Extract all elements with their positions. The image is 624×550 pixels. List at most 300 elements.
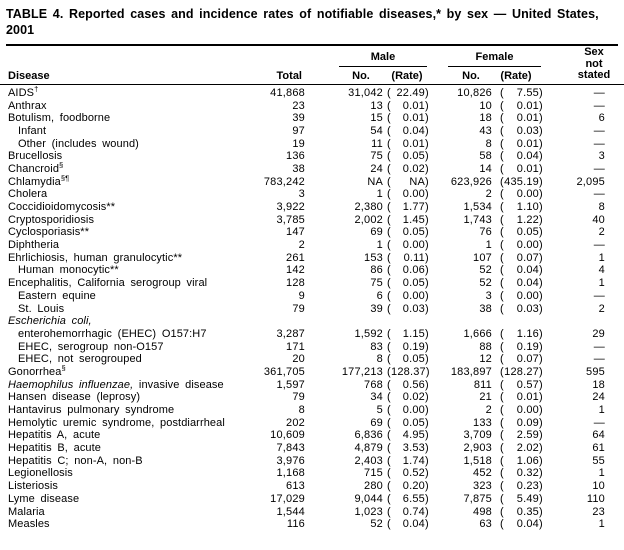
rate-open-paren: ( <box>500 492 504 505</box>
rate-open-paren: ( <box>500 505 504 518</box>
table-row <box>0 391 624 404</box>
sex-not-stated-cell: 1 <box>598 518 605 531</box>
female-rate-cell <box>500 201 543 213</box>
total-cell: 79 <box>292 302 305 315</box>
rate-open-paren: ( <box>500 213 504 226</box>
rate-value: 0.74 <box>402 505 425 518</box>
table-row <box>0 84 624 100</box>
sex-not-stated-cell: — <box>593 137 605 150</box>
male-no-cell: 52 <box>370 518 383 531</box>
rate-value: 0.01 <box>516 137 539 150</box>
total-cell: 17,029 <box>270 492 305 505</box>
disease-cell: Cryptosporidiosis <box>8 213 95 226</box>
male-rate-cell <box>387 252 429 264</box>
male-rate-cell <box>387 341 429 353</box>
rate-open-paren: ( <box>387 340 391 353</box>
rate-value: 6.55 <box>402 492 425 505</box>
rate-open-paren: ( <box>387 365 391 378</box>
rate-open-paren: ( <box>387 454 391 467</box>
rate-close-paren: ) <box>425 277 429 290</box>
rate-value: 1.77 <box>402 201 425 214</box>
disease-cell: Brucellosis <box>8 150 63 163</box>
rate-value: 0.32 <box>516 467 539 480</box>
table-row <box>0 150 624 163</box>
female-rate-cell <box>500 277 543 289</box>
male-rate-cell <box>387 518 429 530</box>
sex-not-stated-cell: 1 <box>598 251 605 264</box>
table-body <box>0 84 624 531</box>
column-group-female: Female <box>475 51 514 63</box>
female-rate-cell <box>500 518 543 530</box>
rate-close-paren: ) <box>425 391 429 404</box>
male-rate-cell <box>387 493 429 505</box>
rate-close-paren: ) <box>539 492 543 505</box>
male-no-cell: 5 <box>376 404 383 417</box>
rate-value: 1.10 <box>516 201 539 214</box>
rate-open-paren: ( <box>500 112 504 125</box>
female-no-cell: 8 <box>485 137 492 150</box>
rate-value: 435.19 <box>504 175 539 188</box>
female-no-cell: 3 <box>485 289 492 302</box>
table-title-line2: 2001 <box>6 23 35 37</box>
total-cell: 8 <box>298 404 305 417</box>
rate-open-paren: ( <box>387 404 391 417</box>
rate-open-paren: ( <box>387 213 391 226</box>
sex-not-stated-line2: not <box>585 57 603 70</box>
rate-close-paren: ) <box>539 327 543 340</box>
rate-open-paren: ( <box>500 289 504 302</box>
male-rate-cell <box>387 467 429 479</box>
male-no-cell: 2,403 <box>354 454 383 467</box>
table-row <box>0 239 624 252</box>
table-row <box>0 125 624 138</box>
rate-open-paren: ( <box>387 277 391 290</box>
footnote-marker: † <box>34 84 39 94</box>
footnote-marker: § <box>59 160 64 170</box>
rate-close-paren: ) <box>425 327 429 340</box>
female-no-cell: 12 <box>479 353 492 366</box>
rate-open-paren: ( <box>387 112 391 125</box>
table-row <box>0 416 624 429</box>
male-no-cell: 768 <box>364 378 383 391</box>
sex-not-stated-cell: 55 <box>592 454 605 467</box>
rate-close-paren: ) <box>425 454 429 467</box>
table-row <box>0 340 624 353</box>
disease-cell: Legionellosis <box>8 467 73 480</box>
rate-value: 0.05 <box>402 416 425 429</box>
rate-value: 4.95 <box>402 429 425 442</box>
total-cell: 3 <box>298 188 305 201</box>
table-row <box>0 363 624 379</box>
rate-open-paren: ( <box>500 467 504 480</box>
female-no-cell: 38 <box>479 302 492 315</box>
male-rate-cell <box>387 264 429 276</box>
rate-value: 0.05 <box>402 226 425 239</box>
rate-value: 0.01 <box>516 391 539 404</box>
table-row <box>0 137 624 150</box>
disease-cell: Measles <box>8 518 50 531</box>
disease-name-italic: Escherichia coli, <box>8 315 92 328</box>
male-rate-cell <box>387 429 429 441</box>
rate-value: 0.07 <box>516 251 539 264</box>
rate-open-paren: ( <box>387 239 391 252</box>
female-no-cell: 2 <box>485 404 492 417</box>
male-no-cell: 69 <box>370 416 383 429</box>
rate-close-paren: ) <box>539 289 543 302</box>
rate-open-paren: ( <box>387 251 391 264</box>
rate-close-paren: ) <box>425 416 429 429</box>
disease-cell: Other (includes wound) <box>18 137 139 150</box>
rate-open-paren: ( <box>387 289 391 302</box>
rate-value: 0.00 <box>516 404 539 417</box>
rate-close-paren: ) <box>425 289 429 302</box>
male-no-cell: 11 <box>371 137 383 150</box>
male-rate-cell <box>387 353 429 365</box>
rate-close-paren: ) <box>425 124 429 137</box>
male-no-cell: 4,879 <box>354 442 383 455</box>
total-cell: 261 <box>286 251 305 264</box>
table-row <box>0 160 624 176</box>
rate-open-paren: ( <box>500 454 504 467</box>
rate-value: 22.49 <box>396 86 425 99</box>
header-rule <box>0 84 624 85</box>
disease-cell: Infant <box>18 124 47 137</box>
rate-open-paren: ( <box>387 429 391 442</box>
disease-cell: Lyme disease <box>8 492 80 505</box>
rate-open-paren: ( <box>500 404 504 417</box>
male-rate-cell <box>387 480 429 492</box>
rate-value: NA <box>409 175 425 188</box>
male-rate-cell <box>387 417 429 429</box>
male-no-cell: 177,213 <box>341 365 383 378</box>
male-no-cell: 34 <box>370 391 383 404</box>
rate-value: 0.57 <box>516 378 539 391</box>
female-no-cell: 1,518 <box>463 454 492 467</box>
rate-value: 0.00 <box>402 188 425 201</box>
female-no-cell: 43 <box>479 124 492 137</box>
male-rate-cell <box>387 239 429 251</box>
rate-value: 0.03 <box>516 302 539 315</box>
table-row <box>0 404 624 417</box>
total-cell: 147 <box>286 226 305 239</box>
disease-cell: Haemophilus influenzae, invasive disease <box>8 378 224 391</box>
rate-value: 0.01 <box>516 99 539 112</box>
female-no-cell: 623,926 <box>450 175 492 188</box>
footnote-marker: § <box>61 363 66 373</box>
rate-value: 0.05 <box>402 353 425 366</box>
rate-open-paren: ( <box>387 467 391 480</box>
sex-not-stated-cell: — <box>593 340 605 353</box>
rate-value: 0.06 <box>402 264 425 277</box>
rate-close-paren: ) <box>425 112 429 125</box>
total-cell: 116 <box>286 518 305 531</box>
disease-cell: Botulism, foodborne <box>8 112 111 125</box>
rate-open-paren: ( <box>500 162 504 175</box>
male-rate-cell <box>387 214 429 226</box>
rate-close-paren: ) <box>425 188 429 201</box>
rate-close-paren: ) <box>539 353 543 366</box>
rate-close-paren: ) <box>539 86 543 99</box>
rate-close-paren: ) <box>425 365 430 378</box>
female-no-cell: 811 <box>473 378 492 391</box>
male-no-cell: 75 <box>370 150 383 163</box>
rate-value: 0.52 <box>402 467 425 480</box>
disease-cell: Cholera <box>8 188 48 201</box>
rate-value: 0.09 <box>516 416 539 429</box>
male-no-cell: 15 <box>370 112 383 125</box>
female-rate-cell <box>500 252 543 264</box>
table-header <box>0 46 624 84</box>
sex-not-stated-cell: 6 <box>598 112 605 125</box>
female-group-rule <box>448 66 541 67</box>
female-rate-cell <box>500 214 543 226</box>
rate-close-paren: ) <box>425 429 429 442</box>
sex-not-stated-cell: 1 <box>598 467 605 480</box>
female-rate-cell <box>500 163 543 175</box>
rate-close-paren: ) <box>539 162 543 175</box>
male-no-cell: 1 <box>376 188 383 201</box>
rate-value: 0.20 <box>402 480 425 493</box>
column-header-female-no: No. <box>462 70 480 82</box>
total-cell: 10,609 <box>270 429 305 442</box>
total-cell: 202 <box>286 416 305 429</box>
rate-value: 0.01 <box>402 112 425 125</box>
disease-cell: Chancroid§ <box>8 160 64 175</box>
rate-close-paren: ) <box>539 467 543 480</box>
female-rate-cell <box>500 138 543 150</box>
disease-cell: St. Louis <box>18 302 65 315</box>
female-no-cell: 183,897 <box>450 365 492 378</box>
male-no-cell: 54 <box>370 124 383 137</box>
rate-close-paren: ) <box>539 505 543 518</box>
total-cell: 142 <box>286 264 305 277</box>
disease-cell: EHEC, not serogrouped <box>18 353 142 366</box>
rate-value: 3.53 <box>402 442 425 455</box>
rate-open-paren: ( <box>387 264 391 277</box>
female-rate-cell <box>500 455 543 467</box>
sex-not-stated-cell: 4 <box>598 264 605 277</box>
rate-open-paren: ( <box>500 416 504 429</box>
rate-open-paren: ( <box>387 124 391 137</box>
rate-value: 0.11 <box>403 251 425 264</box>
rate-close-paren: ) <box>539 302 543 315</box>
table-row <box>0 175 624 188</box>
rate-open-paren: ( <box>500 201 504 214</box>
male-rate-cell <box>387 442 429 454</box>
rate-open-paren: ( <box>387 505 391 518</box>
male-no-cell: 13 <box>370 99 383 112</box>
rate-value: 0.00 <box>516 289 539 302</box>
female-rate-cell <box>500 379 543 391</box>
male-rate-cell <box>387 226 429 238</box>
rate-close-paren: ) <box>425 340 429 353</box>
rate-close-paren: ) <box>425 505 429 518</box>
rate-close-paren: ) <box>539 416 543 429</box>
rate-open-paren: ( <box>500 175 504 188</box>
rate-value: 0.35 <box>516 505 539 518</box>
female-rate-cell <box>500 417 543 429</box>
table-row <box>0 99 624 112</box>
male-rate-cell <box>387 100 429 112</box>
rate-open-paren: ( <box>500 239 504 252</box>
female-rate-cell <box>500 480 543 492</box>
total-cell: 3,785 <box>276 213 305 226</box>
rate-open-paren: ( <box>500 188 504 201</box>
rate-value: 128.37 <box>391 365 426 378</box>
female-rate-cell <box>500 353 543 365</box>
male-rate-cell <box>387 176 429 188</box>
rate-open-paren: ( <box>387 175 391 188</box>
male-no-cell: 1 <box>376 239 383 252</box>
rate-open-paren: ( <box>500 327 504 340</box>
table-row <box>0 480 624 493</box>
female-no-cell: 88 <box>479 340 492 353</box>
male-no-cell: 715 <box>364 467 383 480</box>
male-rate-cell <box>387 404 429 416</box>
rate-close-paren: ) <box>425 302 429 315</box>
rate-open-paren: ( <box>387 137 391 150</box>
disease-cell: Listeriosis <box>8 480 59 493</box>
male-no-cell: 83 <box>370 340 383 353</box>
rate-close-paren: ) <box>539 239 543 252</box>
rate-open-paren: ( <box>500 429 504 442</box>
sex-not-stated-cell: — <box>593 162 605 175</box>
disease-cell: Cyclosporiasis** <box>8 226 90 239</box>
rate-open-paren: ( <box>387 188 391 201</box>
rate-close-paren: ) <box>539 340 543 353</box>
rate-value: 0.01 <box>402 137 425 150</box>
rate-close-paren: ) <box>425 518 429 531</box>
table-row <box>0 467 624 480</box>
table-row <box>0 518 624 531</box>
sex-not-stated-cell: 110 <box>586 492 605 505</box>
table-row <box>0 454 624 467</box>
table-row <box>0 328 624 341</box>
total-cell: 39 <box>292 112 305 125</box>
female-no-cell: 14 <box>479 162 492 175</box>
rate-close-paren: ) <box>425 150 429 163</box>
male-no-cell: 2,002 <box>354 213 383 226</box>
female-rate-cell <box>500 87 543 99</box>
disease-cell <box>0 315 238 327</box>
rate-close-paren: ) <box>539 518 543 531</box>
male-no-cell: 9,044 <box>354 492 383 505</box>
total-cell: 19 <box>292 137 305 150</box>
sex-not-stated-cell: 23 <box>592 505 605 518</box>
rate-close-paren: ) <box>539 264 543 277</box>
sex-not-stated-cell: 1 <box>598 404 605 417</box>
sex-not-stated-cell: 8 <box>598 201 605 214</box>
rate-value: 1.74 <box>402 454 425 467</box>
female-no-cell: 2,903 <box>463 442 492 455</box>
male-rate-cell <box>387 125 429 137</box>
rate-value: 0.03 <box>516 124 539 137</box>
total-cell: 171 <box>286 340 305 353</box>
rate-close-paren: ) <box>539 201 543 214</box>
rate-value: 0.00 <box>402 239 425 252</box>
female-rate-cell <box>500 366 543 378</box>
table-row <box>0 493 624 506</box>
rate-value: 0.04 <box>402 518 425 531</box>
female-no-cell: 452 <box>473 467 492 480</box>
rate-close-paren: ) <box>425 226 429 239</box>
rate-close-paren: ) <box>539 365 543 378</box>
rate-open-paren: ( <box>387 86 391 99</box>
total-cell: 136 <box>286 150 305 163</box>
rate-value: 0.04 <box>402 124 425 137</box>
female-no-cell: 63 <box>479 518 492 531</box>
rate-close-paren: ) <box>539 404 543 417</box>
table-row <box>0 302 624 315</box>
rate-open-paren: ( <box>500 124 504 137</box>
rate-open-paren: ( <box>500 264 504 277</box>
male-no-cell: 280 <box>364 480 383 493</box>
male-no-cell: 1,023 <box>354 505 383 518</box>
rate-value: 1.16 <box>516 327 539 340</box>
female-no-cell: 133 <box>473 416 492 429</box>
female-rate-cell <box>500 226 543 238</box>
rate-open-paren: ( <box>387 353 391 366</box>
rate-open-paren: ( <box>500 150 504 163</box>
rate-close-paren: ) <box>425 404 429 417</box>
rate-open-paren: ( <box>387 378 391 391</box>
rate-close-paren: ) <box>539 175 543 188</box>
rate-close-paren: ) <box>425 86 429 99</box>
male-no-cell: NA <box>367 175 383 188</box>
table-title-line1: TABLE 4. Reported cases and incidence rates of notifiable diseases,* by sex — United States, <box>6 7 599 21</box>
rate-open-paren: ( <box>387 416 391 429</box>
table-row <box>0 277 624 290</box>
female-rate-cell <box>500 506 543 518</box>
disease-cell: EHEC, serogroup non-O157 <box>18 340 164 353</box>
rate-close-paren: ) <box>539 213 543 226</box>
table-row <box>0 213 624 226</box>
sex-not-stated-cell: 3 <box>598 150 605 163</box>
total-cell: 20 <box>292 353 305 366</box>
rate-value: 0.01 <box>402 99 425 112</box>
rate-close-paren: ) <box>539 226 543 239</box>
rate-value: 0.02 <box>402 391 425 404</box>
male-no-cell: 6 <box>376 289 383 302</box>
rate-open-paren: ( <box>500 365 504 378</box>
rate-open-paren: ( <box>500 137 504 150</box>
sex-not-stated-cell: 64 <box>592 429 605 442</box>
female-no-cell: 1,666 <box>463 327 492 340</box>
rate-open-paren: ( <box>387 492 391 505</box>
female-rate-cell <box>500 150 543 162</box>
rate-close-paren: ) <box>539 251 543 264</box>
female-rate-cell <box>500 112 543 124</box>
female-no-cell: 52 <box>479 264 492 277</box>
male-no-cell: 153 <box>364 251 383 264</box>
rate-close-paren: ) <box>425 99 429 112</box>
rate-close-paren: ) <box>425 213 429 226</box>
sex-not-stated-cell: — <box>593 239 605 252</box>
rate-value: 1.22 <box>516 213 539 226</box>
total-cell: 3,976 <box>276 454 305 467</box>
male-no-cell: 69 <box>370 226 383 239</box>
sex-not-stated-cell: 1 <box>598 277 605 290</box>
disease-cell: Chlamydia§¶ <box>8 173 70 188</box>
female-no-cell: 3,709 <box>463 429 492 442</box>
female-no-cell: 7,875 <box>463 492 492 505</box>
male-rate-cell <box>387 87 429 99</box>
table-row <box>0 429 624 442</box>
male-rate-cell <box>387 112 429 124</box>
rate-value: 0.01 <box>516 162 539 175</box>
disease-cell: Hepatitis A, acute <box>8 429 101 442</box>
rate-value: 5.49 <box>516 492 539 505</box>
